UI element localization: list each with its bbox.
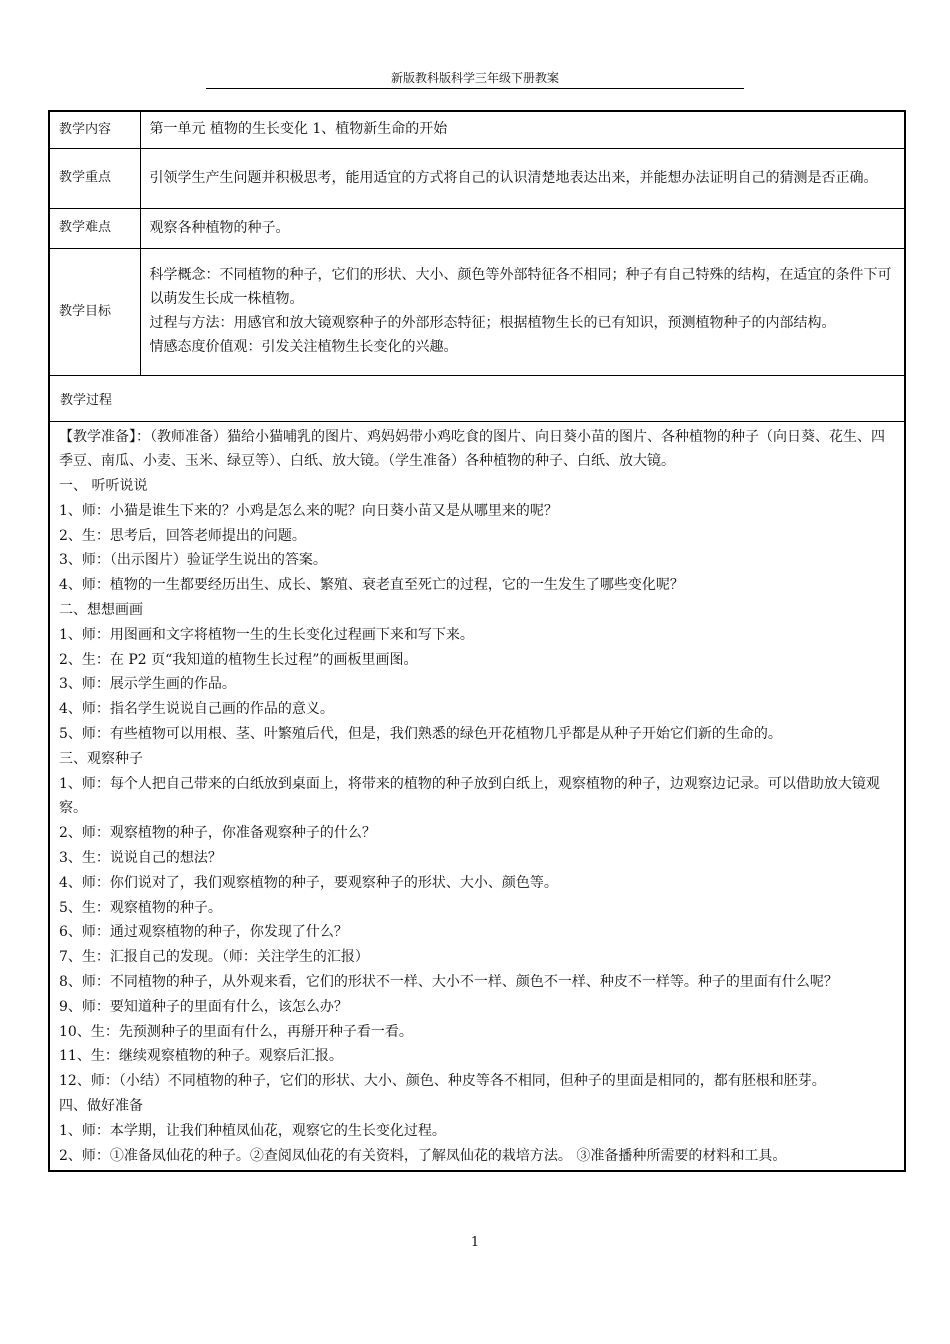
page-number: 1 xyxy=(470,1235,480,1250)
process-line: 8、师：不同植物的种子，从外观来看，它们的形状不一样、大小不一样、颜色不一样、种皮不一样等。种子的里面有什么呢？ xyxy=(59,974,838,991)
process-line: 3、师：（出示图片）验证学生说出的答案。 xyxy=(59,552,327,569)
process-line: 3、生：说说自己的想法？ xyxy=(59,850,222,867)
process-line: 2、师：观察植物的种子，你准备观察种子的什么？ xyxy=(59,825,376,842)
process-line: 6、师：通过观察植物的种子，你发现了什么？ xyxy=(59,924,348,941)
process-line: 12、师：（小结）不同植物的种子，它们的形状、大小、颜色、种皮等各不相同，但种子的里面是相同的，都有胚根和胚芽。 xyxy=(59,1073,826,1090)
process-line: 1、师：本学期，让我们种植凤仙花，观察它的生长变化过程。 xyxy=(59,1122,446,1139)
label-objectives: 教学目标 xyxy=(49,248,140,375)
preparation-paragraph xyxy=(59,425,896,475)
objective-line: 科学概念：不同植物的种子，它们的形状、大小、颜色等外部特征各不相同；种子有自己特殊的结构，在适宜的条件下可以萌发生长成一株植物。 xyxy=(149,267,892,307)
process-line: 1、师：小猫是谁生下来的？小鸡是怎么来的呢？向日葵小苗又是从哪里来的呢？ xyxy=(59,502,558,519)
row-objectives xyxy=(49,248,905,375)
process-line: 2、生：在 P2 页“我知道的植物生长过程”的画板里画图。 xyxy=(59,651,418,668)
objective-line: 情感态度价值观：引发关注植物生长变化的兴趣。 xyxy=(149,339,458,355)
process-line: 1、师：每个人把自己带来的白纸放到桌面上，将带来的植物的种子放到白纸上，观察植物的种子，边观察边记录。可以借助放大镜观察。 xyxy=(59,775,880,817)
preparation-label: 【教学准备】 xyxy=(59,428,136,445)
process-line: 2、师：①准备凤仙花的种子。②查阅凤仙花的有关资料，了解凤仙花的栽培方法。 ③准备播种所需要的材料和工具。 xyxy=(59,1147,787,1164)
process-line: 10、生：先预测种子的里面有什么，再掰开种子看一看。 xyxy=(59,1023,413,1040)
process-line: 2、生：思考后，回答老师提出的问题。 xyxy=(59,527,306,544)
label-difficulty: 教学难点 xyxy=(49,208,140,248)
label-process: 教学过程 xyxy=(49,375,905,421)
process-body xyxy=(49,421,905,1171)
label-teaching-content: 教学内容 xyxy=(49,111,140,148)
value-teaching-content: 第一单元 植物的生长变化 1、植物新生命的开始 xyxy=(140,111,905,148)
row-teaching-content xyxy=(49,111,905,148)
process-line: 一、 听听说说 xyxy=(59,478,148,495)
process-line: 二、想想画画 xyxy=(59,602,143,619)
process-line: 4、师：指名学生说说自己画的作品的意义。 xyxy=(59,701,334,718)
label-key-points: 教学重点 xyxy=(49,148,140,208)
process-line: 三、观察种子 xyxy=(59,750,143,767)
value-difficulty: 观察各种植物的种子。 xyxy=(140,208,905,248)
page-header-title: 新版教科版科学三年级下册教案 xyxy=(206,70,744,89)
row-process-title xyxy=(49,375,905,421)
process-line: 4、师：植物的一生都要经历出生、成长、繁殖、衰老直至死亡的过程，它的一生发生了哪些变化呢？ xyxy=(59,577,684,594)
objective-line: 过程与方法：用感官和放大镜观察种子的外部形态特征；根据植物生长的已有知识，预测植物种子的内部结构。 xyxy=(149,315,836,331)
lesson-plan-table xyxy=(48,110,906,1172)
process-lines xyxy=(59,474,896,1168)
process-line: 四、做好准备 xyxy=(59,1098,143,1115)
process-line: 5、师：有些植物可以用根、茎、叶繁殖后代，但是，我们熟悉的绿色开花植物几乎都是从种子开始它们新的生命的。 xyxy=(59,726,782,743)
process-line: 3、师：展示学生画的作品。 xyxy=(59,676,236,693)
process-line: 1、师：用图画和文字将植物一生的生长变化过程画下来和写下来。 xyxy=(59,626,474,643)
process-line: 9、师：要知道种子的里面有什么，该怎么办？ xyxy=(59,998,348,1015)
value-objectives xyxy=(140,248,905,375)
value-key-points: 引领学生产生问题并积极思考，能用适宜的方式将自己的认识清楚地表达出来，并能想办法证明自己的猜测是否正确。 xyxy=(140,148,905,208)
row-process-body xyxy=(49,421,905,1171)
process-line: 7、生：汇报自己的发现。（师：关注学生的汇报） xyxy=(59,949,369,966)
row-difficulty xyxy=(49,208,905,248)
preparation-text: ：（教师准备）猫给小猫哺乳的图片、鸡妈妈带小鸡吃食的图片、向日葵小苗的图片、各种植物的种子（向日葵、花生、四季豆、南瓜、小麦、玉米、绿豆等）、白纸、放大镜。（学生准备）各种植物的种子、白纸、放大镜。 xyxy=(59,428,885,470)
process-line: 5、生：观察植物的种子。 xyxy=(59,899,222,916)
row-key-points xyxy=(49,148,905,208)
process-line: 4、师：你们说对了，我们观察植物的种子，要观察种子的形状、大小、颜色等。 xyxy=(59,874,558,891)
process-line: 11、生：继续观察植物的种子。观察后汇报。 xyxy=(59,1048,343,1065)
